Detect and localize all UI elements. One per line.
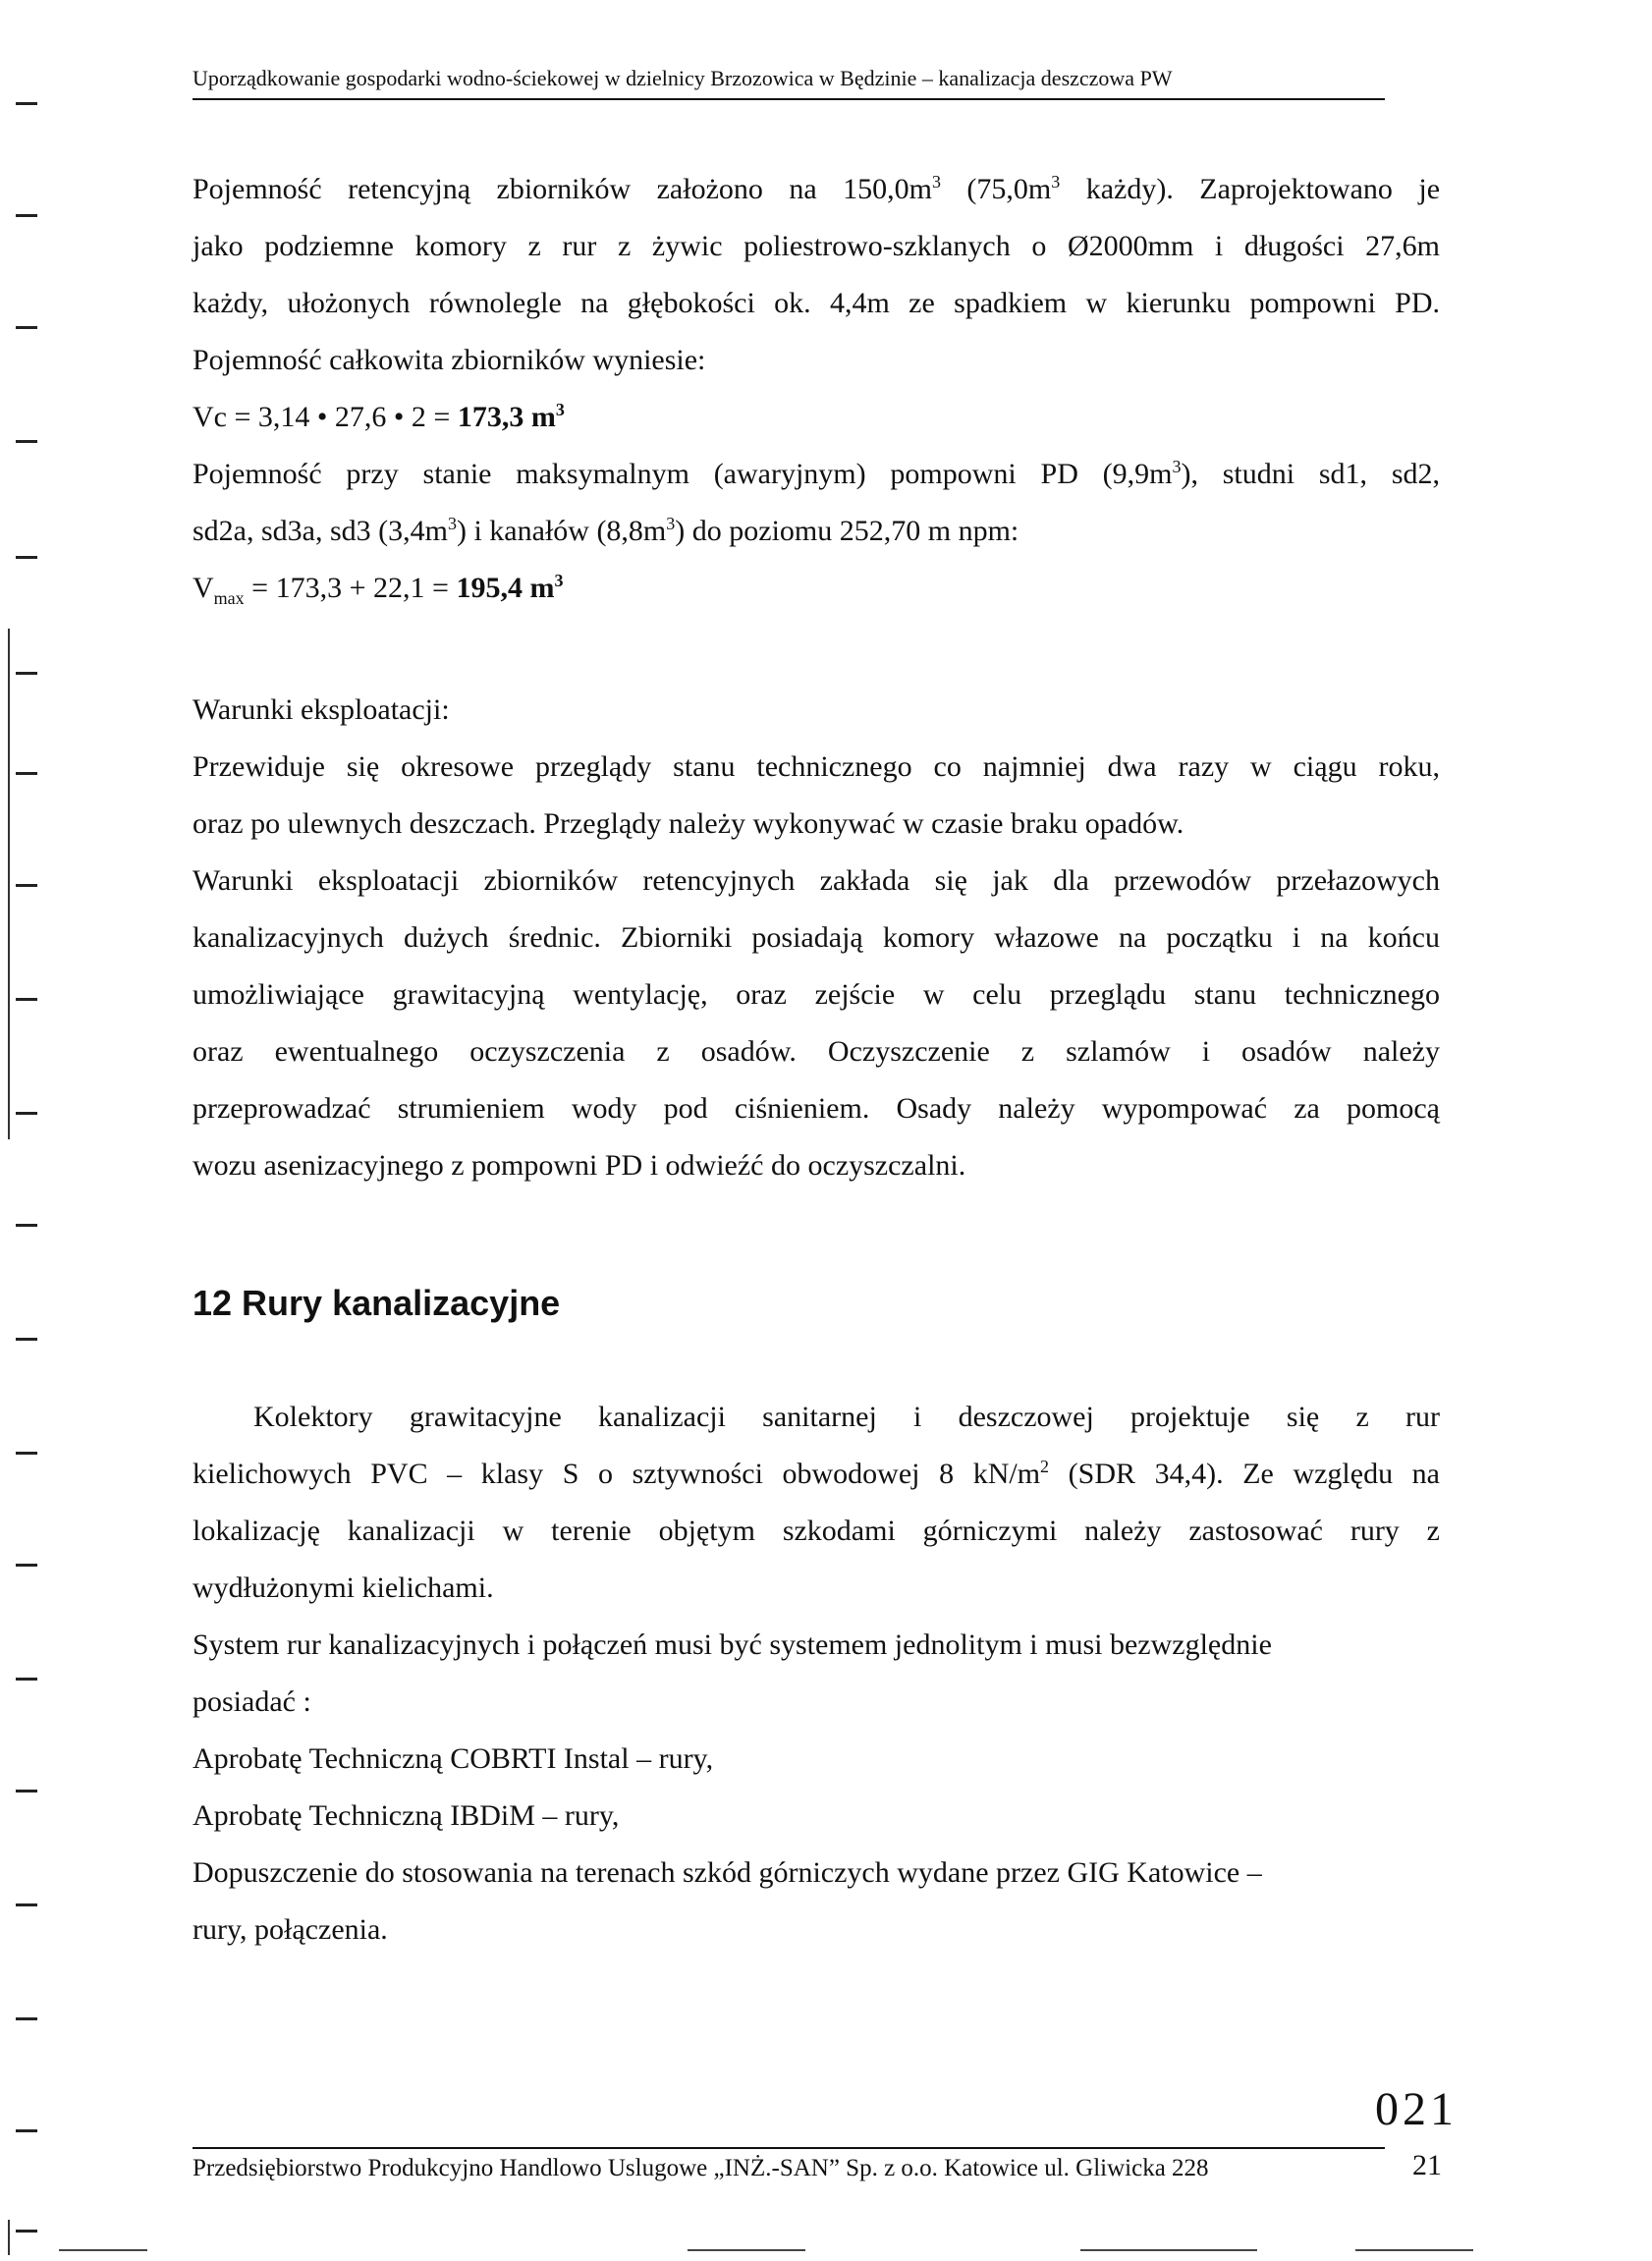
margin-edge-line xyxy=(8,2220,10,2255)
vmax-formula: $V_{max} = 173,3 + 22,1 = 195,4$ $m^3$ xyxy=(193,571,564,608)
margin-mark xyxy=(16,326,37,329)
retention-line-1: Pojemność retencyjną zbiorników założono na $150,0m^3$ ($75,0m^3$ każdy). Zaprojektowano je xyxy=(193,172,1441,205)
approval-item: Aprobatę Techniczną COBRTI Instal – rury, xyxy=(193,1742,714,1775)
system-line: posiadać : xyxy=(193,1685,311,1718)
margin-mark xyxy=(16,1224,37,1227)
margin-mark xyxy=(16,884,37,887)
retention-line-2: jako podziemne komory z rur z żywic poliestrowo-szklanych o Ø2000mm i długości 27,6m xyxy=(193,230,1440,262)
pipes-line-1: Kolektory grawitacyjne kanalizacji sanitarnej i deszczowej projektuje się z rur xyxy=(253,1401,1440,1433)
volume-formula: Vc = 3,14 • 27,6 • 2 = 173,3 $m^3$ xyxy=(193,400,565,433)
margin-mark xyxy=(16,1452,37,1455)
scan-edge xyxy=(688,2249,805,2251)
page-stamp: 021 xyxy=(1375,2083,1458,2135)
pipes-line-4: wydłużonymi kielichami. xyxy=(193,1572,494,1604)
page-header: Uporządkowanie gospodarki wodno-ściekowej w dzielnicy Brzozowica w Będzinie – kanalizacja deszczowa PW xyxy=(193,66,1173,90)
margin-mark xyxy=(16,772,37,775)
page-number: 21 xyxy=(1412,2149,1442,2181)
margin-edge-line xyxy=(8,629,10,1139)
operation-line: wozu asenizacyjnego z pompowni PD i odwieźć do oczyszczalni. xyxy=(193,1149,966,1182)
margin-mark xyxy=(16,1112,37,1115)
pipes-line-3: lokalizację kanalizacji w terenie objętym szkodami górniczymi należy zastosować rury z xyxy=(193,1515,1440,1547)
margin-mark xyxy=(16,1790,37,1792)
operation-line: kanalizacyjnych dużych średnic. Zbiorniki posiadają komory włazowe na początku i na końcu xyxy=(193,921,1440,954)
margin-mark xyxy=(16,1338,37,1341)
operation-line: oraz po ulewnych deszczach. Przeglądy należy wykonywać w czasie braku opadów. xyxy=(193,807,1184,840)
operation-line: przeprowadzać strumieniem wody pod ciśnieniem. Osady należy wypompować za pomocą xyxy=(193,1092,1440,1125)
approval-item: Dopuszczenie do stosowania na terenach szkód górniczych wydane przez GIG Katowice – xyxy=(193,1856,1262,1889)
max-volume-line-2: sd2a, sd3a, sd3 $(3,4m^3)$ i kanałów $(8,8m^3)$ do poziomu 252,70 m npm: xyxy=(193,514,1019,547)
retention-line-3: każdy, ułożonych równolegle na głębokości ok. 4,4m ze spadkiem w kierunku pompowni PD. xyxy=(193,287,1440,319)
scan-edge xyxy=(1355,2249,1473,2251)
retention-paragraph xyxy=(193,161,1440,617)
scan-edge xyxy=(1080,2249,1257,2251)
margin-mark xyxy=(16,2017,37,2020)
system-line: System rur kanalizacyjnych i połączeń musi być systemem jednolitym i musi bezwzględnie xyxy=(193,1628,1272,1661)
margin-mark xyxy=(16,214,37,217)
margin-mark xyxy=(16,1678,37,1681)
margin-mark xyxy=(16,440,37,443)
margin-mark xyxy=(16,1564,37,1567)
margin-mark xyxy=(16,556,37,559)
margin-mark xyxy=(16,672,37,675)
pipes-line-2: kielichowych PVC – klasy S o sztywności obwodowej 8 $kN/m^2$ (SDR 34,4). Ze względu na xyxy=(193,1457,1440,1490)
max-volume-line-1: Pojemność przy stanie maksymalnym (awaryjnym) pompowni PD $(9,9m^3)$, studni sd1, sd2, xyxy=(193,457,1440,490)
operation-line: oraz ewentualnego oczyszczenia z osadów. Oczyszczenie z szlamów i osadów należy xyxy=(193,1035,1440,1068)
scan-edge xyxy=(59,2249,147,2251)
page-footer: Przedsiębiorstwo Produkcyjno Handlowo Uslugowe „INŻ.-SAN” Sp. z o.o. Katowice ul. Gliwicka 228 xyxy=(193,2155,1209,2181)
pipes-paragraph xyxy=(193,1389,1440,1958)
margin-mark xyxy=(16,2129,37,2132)
margin-mark xyxy=(16,998,37,1001)
operation-title: Warunki eksploatacji: xyxy=(193,693,450,726)
operation-line: umożliwiające grawitacyjną wentylację, oraz zejście w celu przeglądu stanu technicznego xyxy=(193,978,1440,1011)
operation-line: Przewiduje się okresowe przeglądy stanu technicznego co najmniej dwa razy w ciągu roku, xyxy=(193,750,1440,783)
header-rule xyxy=(193,98,1385,100)
margin-mark xyxy=(16,2230,37,2233)
approval-item: rury, połączenia. xyxy=(193,1913,388,1946)
footer-rule xyxy=(193,2147,1385,2149)
section-heading: 12 Rury kanalizacyjne xyxy=(193,1283,561,1323)
retention-line-4: Pojemność całkowita zbiorników wyniesie: xyxy=(193,344,706,376)
operation-line: Warunki eksploatacji zbiorników retencyjnych zakłada się jak dla przewodów przełazowych xyxy=(193,864,1440,897)
margin-mark xyxy=(16,1903,37,1906)
approval-item: Aprobatę Techniczną IBDiM – rury, xyxy=(193,1799,620,1832)
operation-section xyxy=(193,682,1440,1194)
margin-mark xyxy=(16,102,37,105)
